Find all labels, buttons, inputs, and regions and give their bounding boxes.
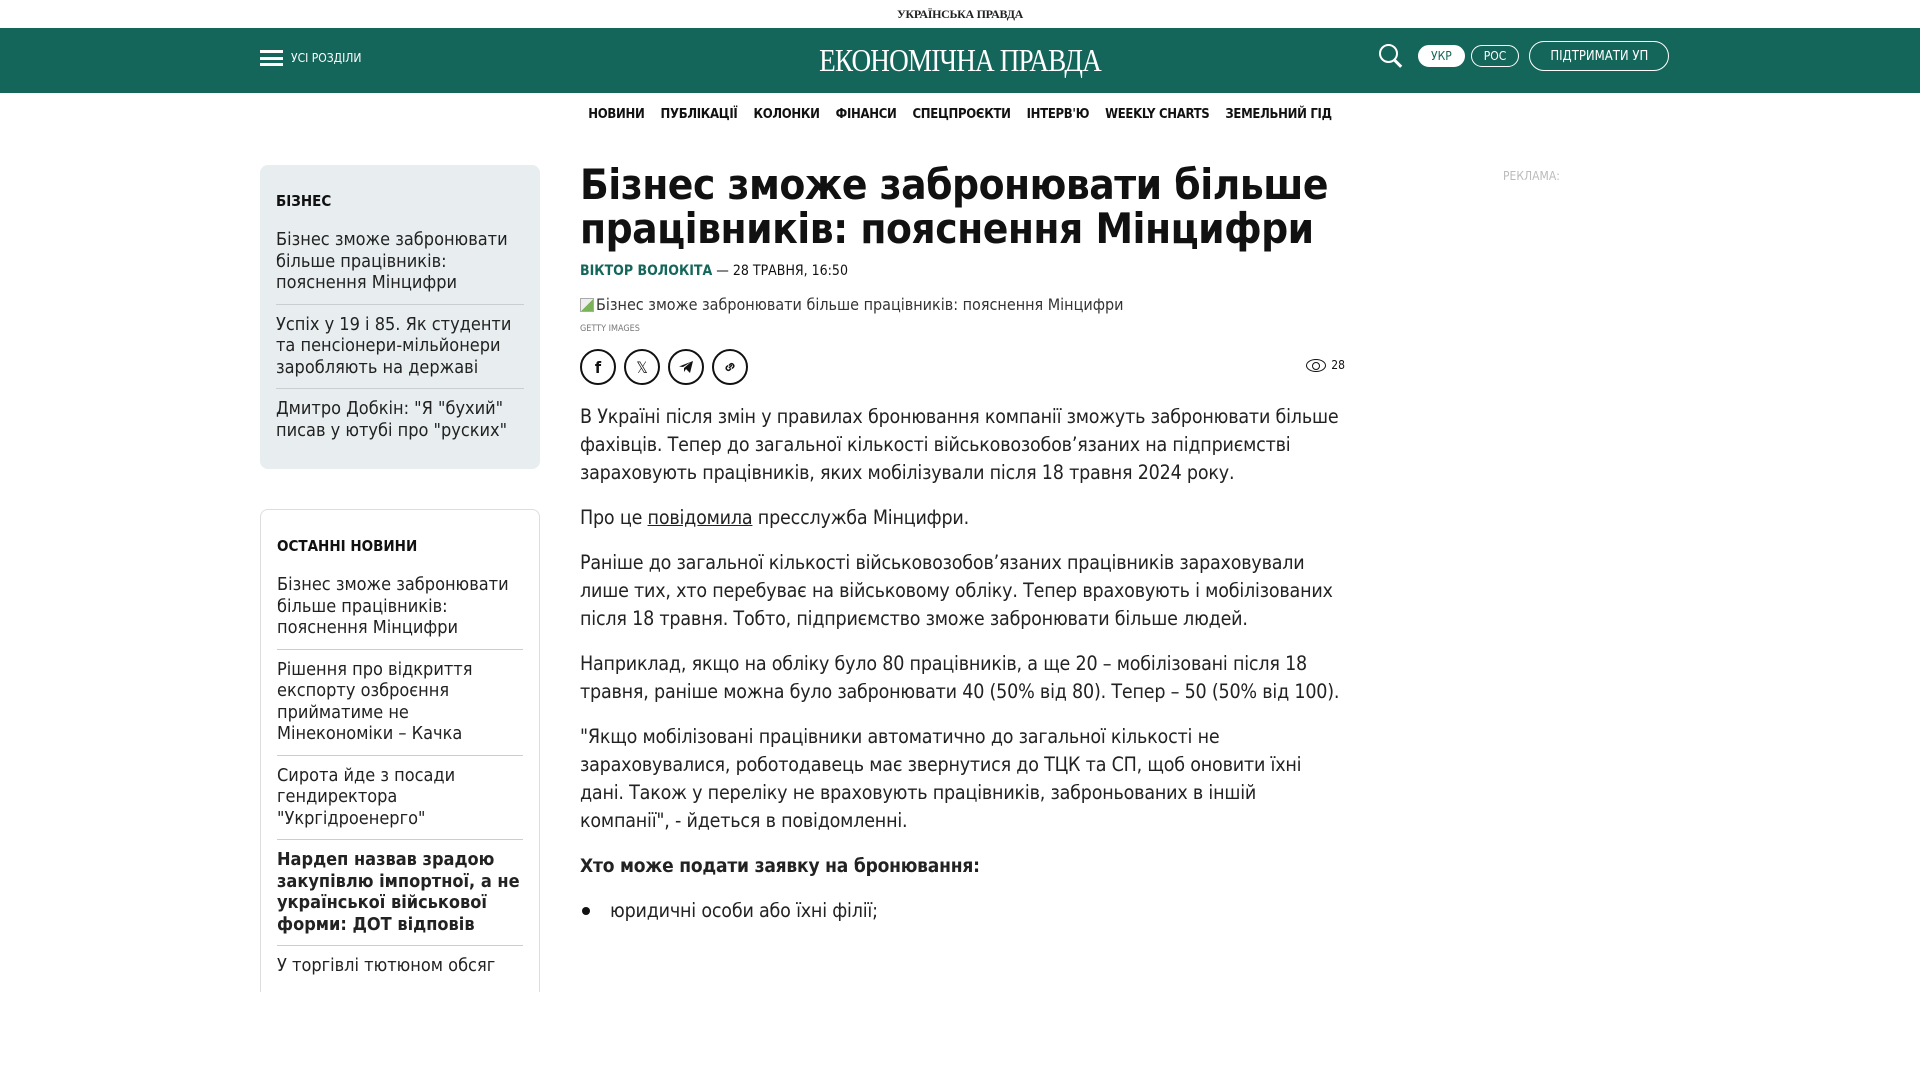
paragraph: Наприклад, якщо на обліку було 80 працівників, а ще 20 – мобілізовані після 18 травня, раніше можна було забронювати 40 (50% від 80). Тепер – 50 (50% від 100).	[580, 652, 1340, 703]
site-logo[interactable]: ЕКОНОМІЧНА ПРАВДА	[819, 42, 1101, 78]
eye-icon	[1306, 359, 1326, 372]
subheading: Хто може подати заявку на бронювання:	[580, 855, 980, 877]
telegram-icon[interactable]	[668, 349, 704, 385]
views-counter	[1306, 358, 1345, 372]
business-card	[260, 165, 540, 469]
up-brand-bar	[0, 0, 1920, 28]
nav-weekly-charts[interactable]: WEEKLY CHARTS	[1105, 106, 1210, 122]
list-item[interactable]: Дмитро Добкін: "Я "бухий" писав у ютубі про "руских"	[276, 398, 508, 441]
article-meta	[580, 263, 1345, 279]
x-icon[interactable]: 𝕏	[624, 349, 660, 385]
nav-special-projects[interactable]: СПЕЦПРОЄКТИ	[912, 106, 1011, 122]
search-icon[interactable]	[1378, 43, 1404, 69]
list-item[interactable]: У торгівлі тютюном обсяг	[277, 955, 496, 976]
latest-news-title[interactable]: ОСТАННІ НОВИНИ	[277, 537, 418, 555]
list-item[interactable]: Бізнес зможе забронювати більше працівників: пояснення Мінцифри	[276, 220, 524, 305]
list-item[interactable]: Сирота йде з посади гендиректора "Укргідроенерго"	[277, 756, 523, 841]
article-title: Бізнес зможе забронювати більше працівників: пояснення Мінцифри	[580, 160, 1328, 253]
lang-ukr-button[interactable]: УКР	[1418, 45, 1465, 67]
list-item[interactable]: Рішення про відкриття експорту озброєння прийматиме не Мінекономіки – Качка	[277, 650, 523, 756]
paragraph: В Україні після змін у правилах бронювання компанії зможуть забронювати більше фахівців. Тепер до загальної кількості військовозобов’язаних на підприємстві зараховують працівників, яких мобілізували після 18 травня 2024 року.	[580, 405, 1339, 484]
list-item[interactable]: Нардеп назвав зрадою закупівлю імпортної, а не української військової форми: ДОТ відповів	[277, 840, 523, 946]
nav-news[interactable]: НОВИНИ	[588, 106, 645, 122]
article-image	[580, 295, 1345, 314]
article-date: — 28 ТРАВНЯ, 16:50	[716, 263, 848, 279]
copy-link-icon[interactable]	[712, 349, 748, 385]
nav-finance[interactable]: ФІНАНСИ	[835, 106, 897, 122]
all-sections-label: УСІ РОЗДІЛИ	[291, 51, 362, 65]
all-sections-button[interactable]	[260, 50, 361, 66]
ad-label: РЕКЛАМА:	[1503, 169, 1560, 183]
image-credit: GETTY IMAGES	[580, 324, 640, 334]
list-item[interactable]: Успіх у 19 і 85. Як студенти та пенсіонери-мільйонери заробляють на державі	[276, 305, 524, 390]
paragraph: Раніше до загальної кількості військовозобов’язаних працівників зараховували лише тих, хто перебуває на військовому обліку. Тепер враховують і мобілізованих після 18 травня. Тобто, підприємство зможе забронювати більше людей.	[580, 551, 1333, 630]
viewport-cutoff	[250, 992, 550, 1080]
broken-image-icon	[580, 298, 594, 312]
text: пресслужба Мінцифри.	[752, 506, 969, 529]
paragraph: "Якщо мобілізовані працівники автоматично до загальної кількості не зараховувалися, роботодавець має звернутися до ТЦК та СП, щоб оновити їхні дані. Також у переліку не враховують працівників, заброньованих в іншій компанії", - йдеться в повідомленні.	[580, 725, 1302, 832]
support-button[interactable]: ПІДТРИМАТИ УП	[1529, 41, 1669, 71]
nav-interview[interactable]: ІНТЕРВ'Ю	[1026, 106, 1090, 122]
up-brand-link[interactable]: УКРАЇНСЬКА ПРАВДА	[896, 6, 1024, 21]
main-nav	[0, 93, 1920, 135]
text: Про це	[580, 506, 648, 529]
share-bar	[580, 349, 1345, 385]
paragraph	[580, 504, 1345, 532]
nav-publications[interactable]: ПУБЛІКАЦІЇ	[660, 106, 738, 122]
business-title[interactable]: БІЗНЕС	[276, 192, 332, 210]
article	[580, 160, 1345, 925]
views-count: 28	[1331, 358, 1345, 372]
nav-columns[interactable]: КОЛОНКИ	[753, 106, 820, 122]
facebook-icon[interactable]: f	[580, 349, 616, 385]
source-link[interactable]: повідомила	[647, 506, 753, 529]
list-item: юридичні особи або їхні філії;	[580, 897, 1345, 925]
author-link[interactable]: ВІКТОР ВОЛОКІТА	[580, 263, 713, 279]
hamburger-icon	[260, 50, 283, 66]
site-header	[0, 28, 1920, 93]
list-item[interactable]: Бізнес зможе забронювати більше працівників: пояснення Мінцифри	[277, 565, 523, 650]
image-alt: Бізнес зможе забронювати більше працівників: пояснення Мінцифри	[596, 295, 1124, 314]
latest-news-card	[260, 509, 540, 1029]
article-body	[580, 403, 1345, 925]
lang-ros-button[interactable]: РОС	[1471, 45, 1520, 67]
nav-land-guide[interactable]: ЗЕМЕЛЬНИЙ ГІД	[1225, 106, 1332, 122]
